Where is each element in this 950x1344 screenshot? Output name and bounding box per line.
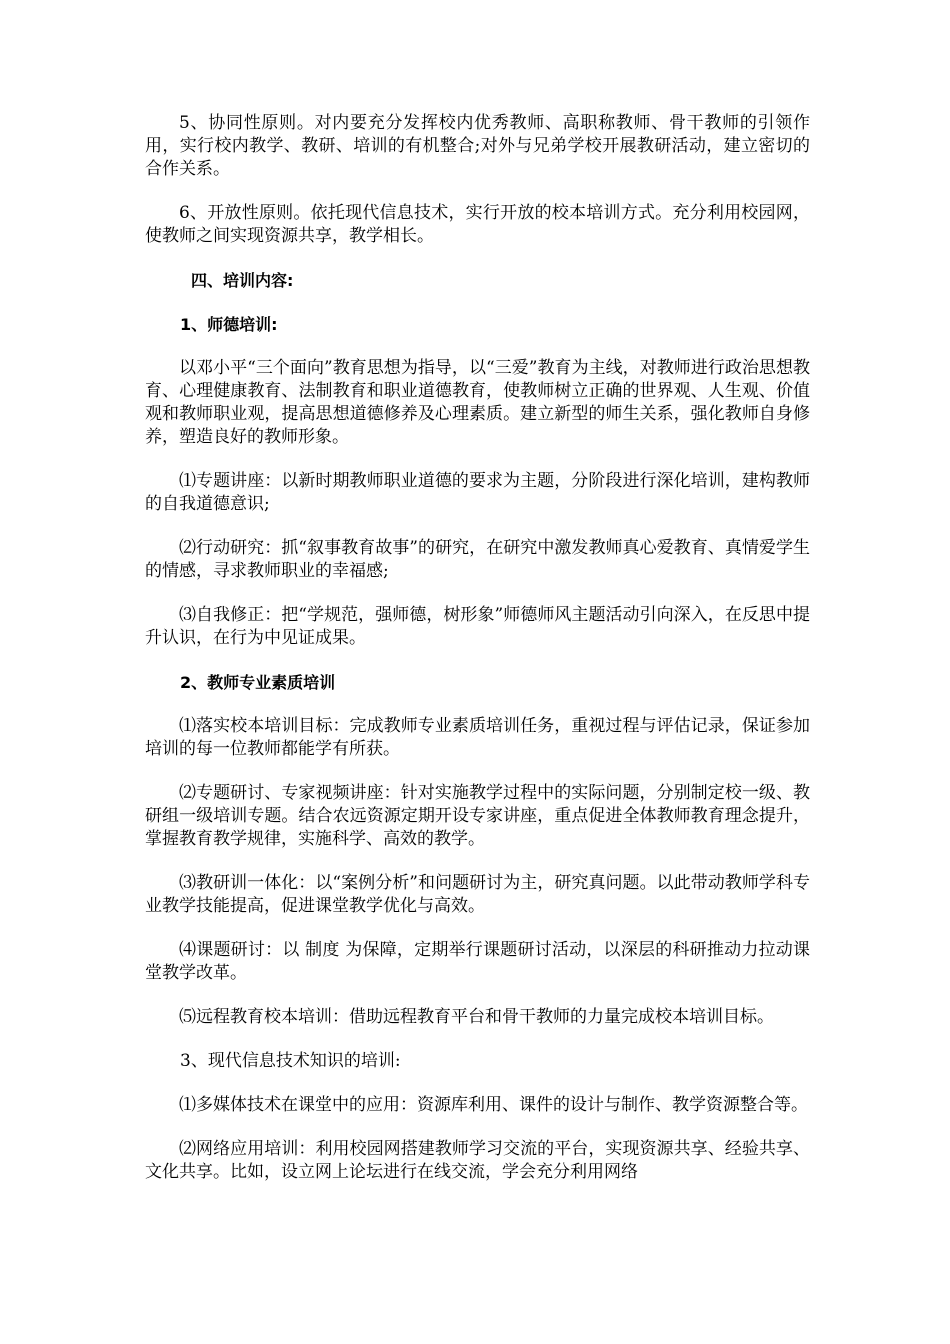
section-heading-training-content: 四、培训内容:: [191, 271, 294, 290]
paragraph-prof-remote: ⑸远程教育校本培训：借助远程教育平台和骨干教师的力量完成校本培训目标。: [179, 1007, 774, 1027]
paragraph-prof-seminar: ⑵专题研讨、专家视频讲座：针对实施教学过程中的实际问题，分别制定校一级、教研组一级培训专题。结合农远资源定期开设专家讲座，重点促进全体教师教育理念提升，掌握教育教学规律，实施科学、高效的教学。: [145, 783, 810, 849]
paragraph-it-multimedia: ⑴多媒体技术在课堂中的应用：资源库利用、课件的设计与制作、教学资源整合等。: [179, 1095, 808, 1115]
paragraph-ethics-intro: 以邓小平“三个面向”教育思想为指导，以“三爱”教育为主线，对教师进行政治思想教育、心理健康教育、法制教育和职业道德教育，使教师树立正确的世界观、人生观、价值观和教师职业观，提高思想道德修养及心理素质。建立新型的师生关系，强化教师自身修养，塑造良好的教师形象。: [145, 358, 810, 447]
document-body: [145, 112, 810, 1205]
paragraph-principle-5: 5、协同性原则。对内要充分发挥校内优秀教师、高职称教师、骨干教师的引领作用，实行校内教学、教研、培训的有机整合;对外与兄弟学校开展教研活动，建立密切的合作关系。: [145, 113, 810, 179]
subheading-ethics-training: 1、师德培训:: [180, 315, 278, 334]
paragraph-prof-goal: ⑴落实校本培训目标：完成教师专业素质培训任务，重视过程与评估记录，保证参加培训的每一位教师都能学有所获。: [145, 716, 810, 759]
paragraph-ethics-action-research: ⑵行动研究：抓“叙事教育故事”的研究，在研究中激发教师真心爱教育、真情爱学生的情感，寻求教师职业的幸福感;: [145, 538, 810, 581]
subheading-professional-training: 2、教师专业素质培训: [180, 673, 336, 692]
paragraph-ethics-lecture: ⑴专题讲座：以新时期教师职业道德的要求为主题，分阶段进行深化培训，建构教师的自我道德意识;: [145, 471, 810, 514]
paragraph-ethics-self-correction: ⑶自我修正：把“学规范，强师德，树形象”师德师风主题活动引向深入，在反思中提升认识，在行为中见证成果。: [145, 605, 810, 648]
subheading-it-training: 3、现代信息技术知识的培训:: [180, 1051, 401, 1071]
paragraph-prof-research: ⑷课题研讨：以 制度 为保障，定期举行课题研讨活动，以深层的科研推动力拉动课堂教学改革。: [145, 940, 810, 983]
paragraph-prof-integration: ⑶教研训一体化：以“案例分析”和问题研讨为主，研究真问题。以此带动教师学科专业教学技能提高，促进课堂教学优化与高效。: [145, 873, 810, 916]
paragraph-it-network: ⑵网络应用培训：利用校园网搭建教师学习交流的平台，实现资源共享、经验共享、文化共享。比如，设立网上论坛进行在线交流，学会充分利用网络: [145, 1139, 810, 1182]
paragraph-principle-6: 6、开放性原则。依托现代信息技术，实行开放的校本培训方式。充分利用校园网，使教师之间实现资源共享，教学相长。: [145, 203, 810, 246]
